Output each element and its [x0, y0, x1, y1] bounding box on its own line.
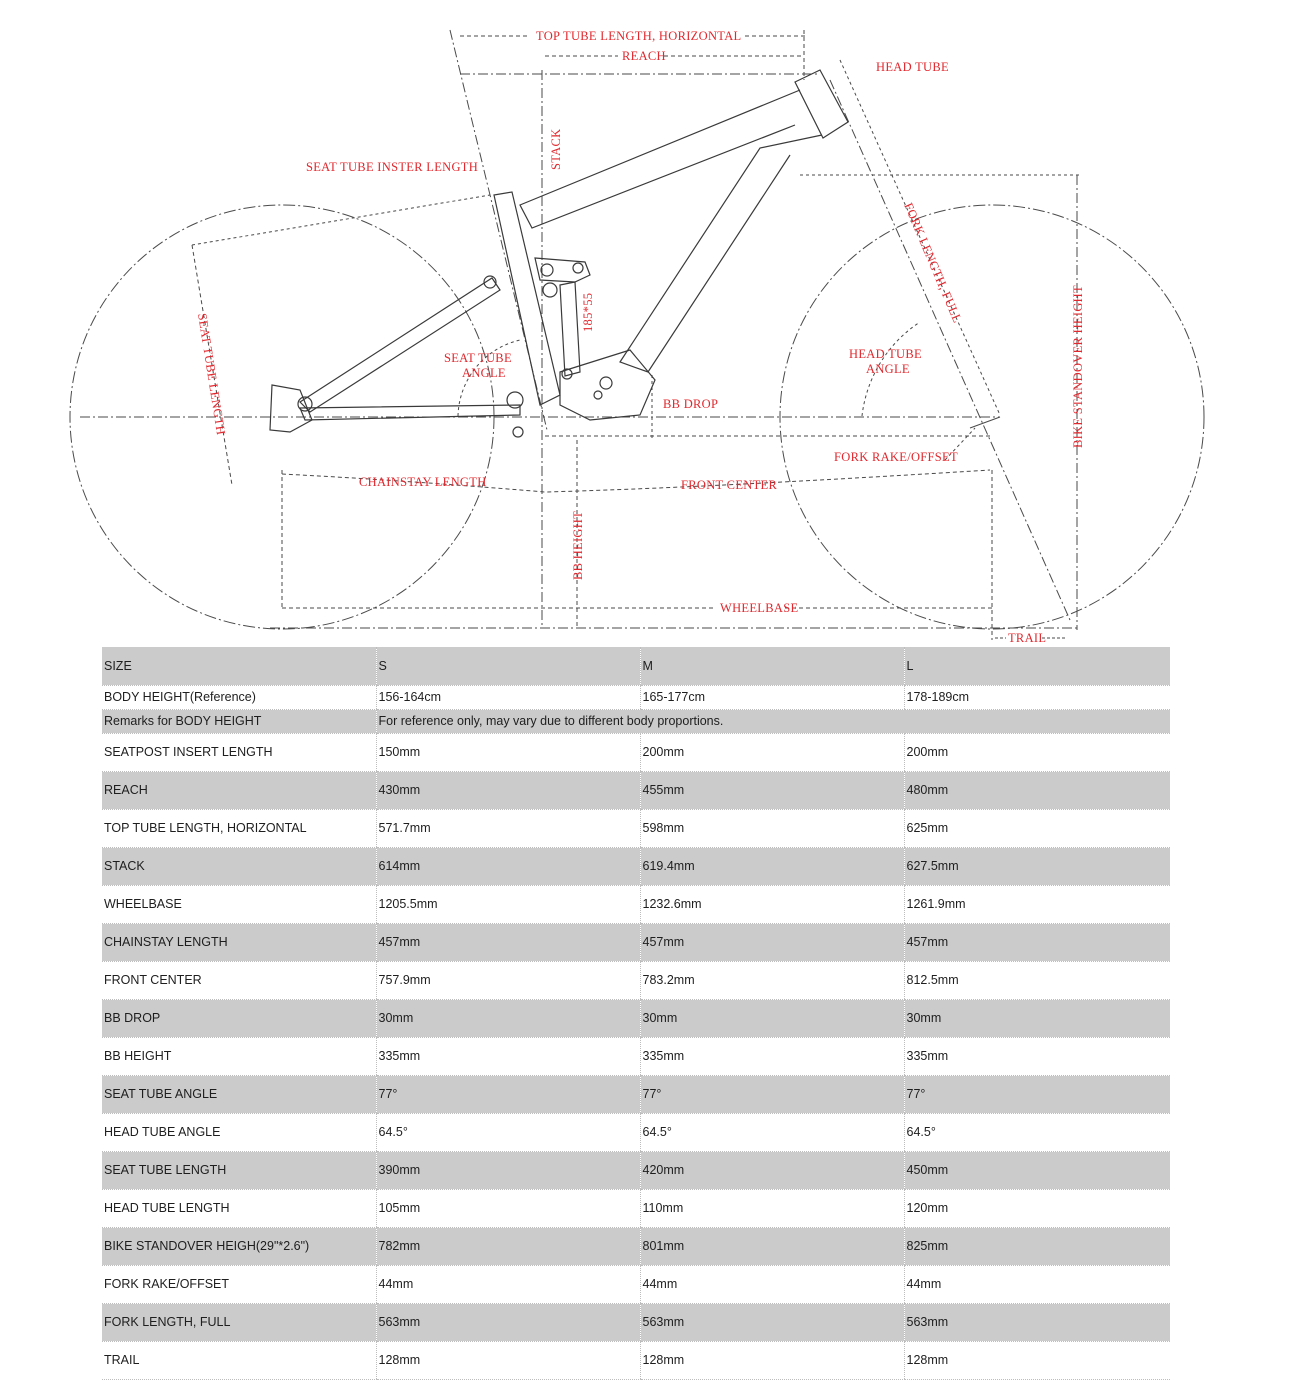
row-value: 571.7mm — [376, 809, 640, 847]
header-size: SIZE — [102, 647, 376, 685]
row-label: BB HEIGHT — [102, 1037, 376, 1075]
header-size-s: S — [376, 647, 640, 685]
row-value: 627.5mm — [904, 847, 1170, 885]
label-seat-tube-angle-line2: ANGLE — [462, 366, 506, 380]
row-label: FORK RAKE/OFFSET — [102, 1265, 376, 1303]
table-row — [102, 1075, 1170, 1113]
label-front-center: FRONT CENTER — [681, 478, 778, 492]
table-row — [102, 999, 1170, 1037]
label-shock-size: 185*55 — [581, 292, 595, 332]
row-value: 105mm — [376, 1189, 640, 1227]
row-value: 77° — [904, 1075, 1170, 1113]
label-top-tube-length: TOP TUBE LENGTH, HORIZONTAL — [536, 29, 742, 43]
row-label: CHAINSTAY LENGTH — [102, 923, 376, 961]
row-value: 77° — [640, 1075, 904, 1113]
row-label: FRONT CENTER — [102, 961, 376, 999]
table-row — [102, 923, 1170, 961]
row-value: 335mm — [904, 1037, 1170, 1075]
row-label: WHEELBASE — [102, 885, 376, 923]
remarks-text: For reference only, may vary due to different body proportions. — [376, 709, 1170, 733]
row-value: 64.5° — [904, 1113, 1170, 1151]
row-label: TRAIL — [102, 1341, 376, 1379]
label-wheelbase: WHEELBASE — [720, 601, 799, 615]
label-stack: STACK — [549, 128, 563, 170]
row-value: 450mm — [904, 1151, 1170, 1189]
label-chainstay-length: CHAINSTAY LENGTH — [359, 475, 487, 489]
row-value: 455mm — [640, 771, 904, 809]
table-row — [102, 1037, 1170, 1075]
row-value: 812.5mm — [904, 961, 1170, 999]
row-value: 782mm — [376, 1227, 640, 1265]
row-value: 128mm — [640, 1341, 904, 1379]
table-row — [102, 1189, 1170, 1227]
row-value: 825mm — [904, 1227, 1170, 1265]
body-height-label: BODY HEIGHT(Reference) — [102, 685, 376, 709]
label-seat-tube-length: SEAT TUBE LENGTH — [195, 312, 229, 437]
row-value: 757.9mm — [376, 961, 640, 999]
row-value: 120mm — [904, 1189, 1170, 1227]
row-value: 563mm — [904, 1303, 1170, 1341]
remarks-label: Remarks for BODY HEIGHT — [102, 709, 376, 733]
row-value: 480mm — [904, 771, 1170, 809]
body-height-s: 156-164cm — [376, 685, 640, 709]
row-value: 335mm — [640, 1037, 904, 1075]
geometry-table — [102, 647, 1170, 1380]
row-value: 1261.9mm — [904, 885, 1170, 923]
table-row — [102, 1341, 1170, 1379]
label-seat-tube-insert-length: SEAT TUBE INSTER LENGTH — [306, 160, 479, 174]
row-value: 619.4mm — [640, 847, 904, 885]
row-value: 563mm — [640, 1303, 904, 1341]
frame-drawing — [270, 70, 848, 437]
row-value: 625mm — [904, 809, 1170, 847]
row-value: 457mm — [640, 923, 904, 961]
row-value: 614mm — [376, 847, 640, 885]
row-value: 1232.6mm — [640, 885, 904, 923]
row-value: 563mm — [376, 1303, 640, 1341]
row-value: 598mm — [640, 809, 904, 847]
row-label: SEAT TUBE LENGTH — [102, 1151, 376, 1189]
row-value: 335mm — [376, 1037, 640, 1075]
row-value: 64.5° — [376, 1113, 640, 1151]
table-row — [102, 809, 1170, 847]
row-label: HEAD TUBE ANGLE — [102, 1113, 376, 1151]
row-value: 150mm — [376, 733, 640, 771]
label-trail: TRAIL — [1008, 631, 1047, 645]
row-label: TOP TUBE LENGTH, HORIZONTAL — [102, 809, 376, 847]
table-row — [102, 1113, 1170, 1151]
row-value: 200mm — [904, 733, 1170, 771]
label-head-tube-angle-line1: HEAD TUBE — [849, 347, 922, 361]
label-reach: REACH — [622, 49, 666, 63]
label-head-tube: HEAD TUBE — [876, 60, 949, 74]
table-row — [102, 961, 1170, 999]
bike-geometry-diagram — [0, 0, 1304, 645]
table-row — [102, 1227, 1170, 1265]
label-bb-height: BB HEIGHT — [571, 510, 585, 580]
table-row — [102, 885, 1170, 923]
row-value: 30mm — [640, 999, 904, 1037]
table-row — [102, 1303, 1170, 1341]
row-label: STACK — [102, 847, 376, 885]
row-value: 44mm — [376, 1265, 640, 1303]
row-value: 801mm — [640, 1227, 904, 1265]
label-bike-standover-height: BIKE STANDOVER HEIGHT — [1071, 285, 1085, 448]
row-value: 64.5° — [640, 1113, 904, 1151]
table-row — [102, 771, 1170, 809]
body-height-l: 178-189cm — [904, 685, 1170, 709]
diagram-labels — [195, 29, 1085, 645]
row-value: 457mm — [376, 923, 640, 961]
row-label: REACH — [102, 771, 376, 809]
row-value: 390mm — [376, 1151, 640, 1189]
row-value: 30mm — [376, 999, 640, 1037]
row-value: 200mm — [640, 733, 904, 771]
row-value: 1205.5mm — [376, 885, 640, 923]
body-height-m: 165-177cm — [640, 685, 904, 709]
row-label: SEAT TUBE ANGLE — [102, 1075, 376, 1113]
body-height-row — [102, 685, 1170, 709]
label-fork-length-full: FORK LENGTH, FULL — [901, 200, 965, 325]
table-row — [102, 847, 1170, 885]
row-label: FORK LENGTH, FULL — [102, 1303, 376, 1341]
row-value: 128mm — [904, 1341, 1170, 1379]
row-value: 128mm — [376, 1341, 640, 1379]
table-header-row — [102, 647, 1170, 685]
label-head-tube-angle-line2: ANGLE — [866, 362, 910, 376]
label-fork-rake-offset: FORK RAKE/OFFSET — [834, 450, 958, 464]
header-size-l: L — [904, 647, 1170, 685]
label-seat-tube-angle-line1: SEAT TUBE — [444, 351, 512, 365]
header-size-m: M — [640, 647, 904, 685]
row-label: HEAD TUBE LENGTH — [102, 1189, 376, 1227]
table-row — [102, 1265, 1170, 1303]
row-label: SEATPOST INSERT LENGTH — [102, 733, 376, 771]
row-value: 44mm — [904, 1265, 1170, 1303]
row-value: 77° — [376, 1075, 640, 1113]
row-value: 430mm — [376, 771, 640, 809]
label-bb-drop: BB DROP — [663, 397, 719, 411]
row-value: 110mm — [640, 1189, 904, 1227]
table-row — [102, 733, 1170, 771]
row-value: 44mm — [640, 1265, 904, 1303]
row-value: 783.2mm — [640, 961, 904, 999]
remarks-row — [102, 709, 1170, 733]
row-value: 420mm — [640, 1151, 904, 1189]
row-value: 457mm — [904, 923, 1170, 961]
row-value: 30mm — [904, 999, 1170, 1037]
row-label: BB DROP — [102, 999, 376, 1037]
table-row — [102, 1151, 1170, 1189]
row-label: BIKE STANDOVER HEIGH(29"*2.6") — [102, 1227, 376, 1265]
